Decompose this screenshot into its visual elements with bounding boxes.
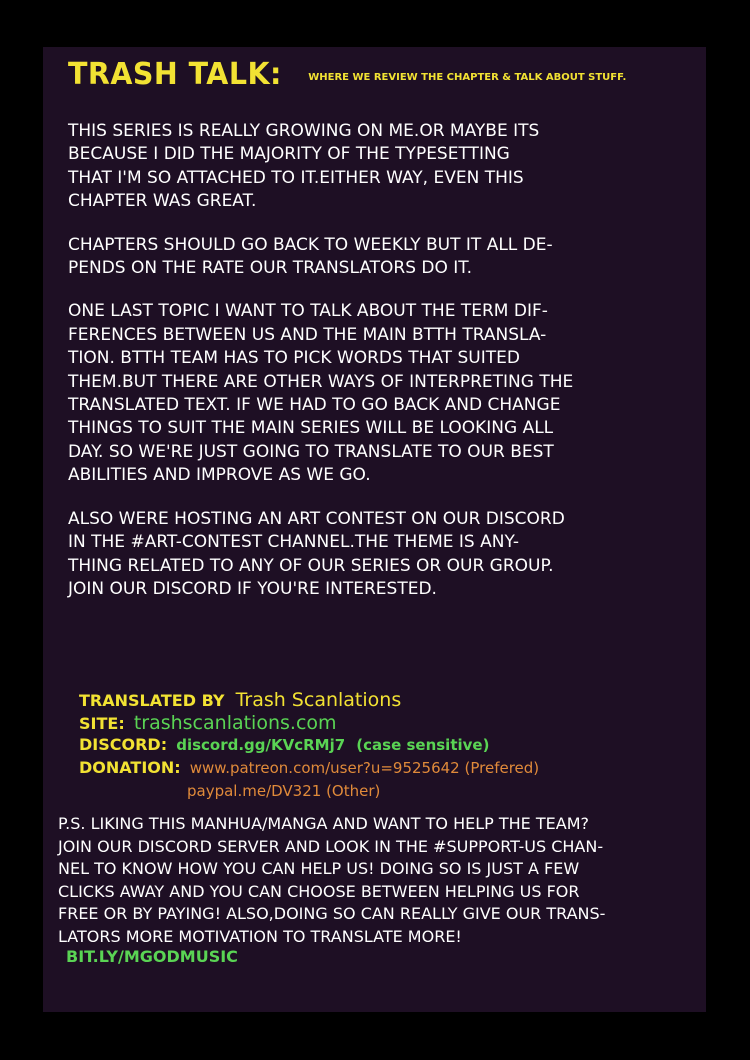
page-subtitle: WHERE WE REVIEW THE CHAPTER & TALK ABOUT STUFF. [308, 72, 627, 83]
credits-block [79, 689, 679, 804]
discord-note: (case sensitive) [356, 736, 490, 754]
paragraph-schedule: CHAPTERS SHOULD GO BACK TO WEEKLY BUT IT ALL DE- PENDS ON THE RATE OUR TRANSLATORS DO IT. [68, 234, 553, 279]
credit-donation-2 [79, 781, 679, 804]
review-body [68, 120, 688, 621]
discord-link[interactable]: discord.gg/KVcRMj7 [176, 736, 346, 754]
translated-value: Trash Scanlations [235, 689, 402, 711]
page-title: TRASH TALK: [68, 57, 282, 92]
credit-discord [79, 735, 679, 758]
trash-talk-panel [43, 47, 706, 1012]
credit-translated [79, 689, 679, 712]
discord-label: DISCORD: [79, 735, 168, 754]
patreon-link[interactable]: www.patreon.com/user?u=9525642 (Prefered) [189, 759, 540, 777]
paragraph-art-contest: ALSO WERE HOSTING AN ART CONTEST ON OUR DISCORD IN THE #ART-CONTEST CHANNEL.THE THEME IS ANY- THING RELATED TO ANY OF OUR SERIES OR OUR GROUP. JOIN OUR DISCORD IF YOU'RE INTERESTED. [68, 508, 565, 599]
paragraph-terms: ONE LAST TOPIC I WANT TO TALK ABOUT THE TERM DIF- FERENCES BETWEEN US AND THE MAIN BTTH TRANSLA- TION. BTTH TEAM HAS TO PICK WORDS THAT SUITED THEM.BUT THERE ARE OTHER WAYS OF INTERPRETING THE TRANSLATED TEXT. IF WE HAD TO GO BACK AND CHANGE THINGS TO SUIT THE MAIN SERIES WILL BE LOOKING ALL DAY. SO WE'RE JUST GOING TO TRANSLATE TO OUR BEST ABILITIES AND IMPROVE AS WE GO. [68, 301, 574, 486]
paypal-link[interactable]: paypal.me/DV321 (Other) [187, 782, 381, 800]
donation-label: DONATION: [79, 758, 181, 777]
music-link[interactable]: BIT.LY/MGODMUSIC [66, 947, 238, 966]
ps-note: P.S. LIKING THIS MANHUA/MANGA AND WANT TO HELP THE TEAM? JOIN OUR DISCORD SERVER AND LOOK IN THE #SUPPORT-US CHAN- NEL TO KNOW HOW YOU CAN HELP US! DOING SO IS JUST A FEW CLICKS AWAY AND YOU CAN CHOOSE BETWEEN HELPING US FOR FREE OR BY PAYING! ALSO,DOING SO CAN REALLY GIVE OUR TRANS- LATORS MORE MOTIVATION TO TRANSLATE MORE! [58, 814, 606, 946]
credit-donation [79, 758, 679, 781]
site-label: SITE: [79, 714, 125, 733]
translated-label: TRANSLATED BY [79, 691, 225, 710]
header [68, 57, 626, 92]
site-link[interactable]: trashscanlations.com [133, 712, 337, 734]
credit-site [79, 712, 679, 735]
paragraph-series: THIS SERIES IS REALLY GROWING ON ME.OR MAYBE ITS BECAUSE I DID THE MAJORITY OF THE TYPESETTING THAT I'M SO ATTACHED TO IT.EITHER WAY, EVEN THIS CHAPTER WAS GREAT. [68, 121, 540, 212]
